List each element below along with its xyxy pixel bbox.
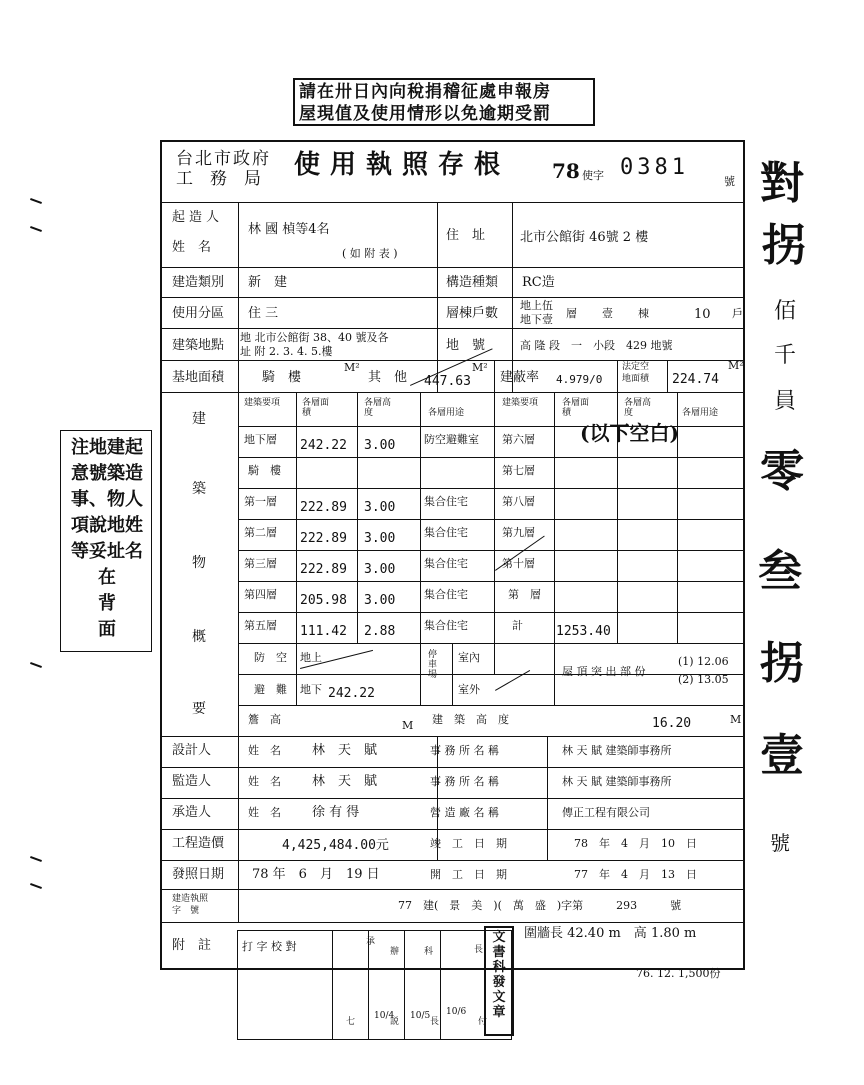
stub-col: 承	[366, 937, 376, 947]
col-header-item: 建築要項	[502, 398, 539, 408]
roof-2: (2) 13.05	[678, 673, 729, 686]
roof-label: 屋 頂 突 出 部 份	[562, 665, 646, 678]
height-label: 建 築 高 度	[432, 713, 509, 726]
building-word: 棟	[638, 307, 649, 320]
stub-mark: 説	[390, 1017, 400, 1027]
approval-stub	[237, 930, 512, 1040]
shelter-label-1: 防 空	[254, 651, 287, 664]
margin-glyph: 對	[760, 158, 804, 209]
parking-indoor: 室內	[458, 651, 480, 664]
structure-value: RC造	[522, 275, 555, 290]
legal-label-2: 地面積	[622, 374, 650, 384]
floor-area: 111.42	[300, 624, 347, 639]
designer-name-label: 姓 名	[248, 744, 281, 757]
floor-word: 層	[566, 307, 577, 320]
floor-height: 2.88	[364, 624, 396, 639]
col-header-area: 各層面積	[302, 398, 330, 418]
zoning-label: 使用分區	[172, 306, 225, 321]
floor-use: 集合住宅	[424, 526, 468, 539]
supervisor-name-label: 姓 名	[248, 775, 281, 788]
side-label: 築	[192, 481, 206, 497]
floor-label: 第十層	[502, 557, 535, 570]
stub-col: 科	[424, 947, 434, 957]
floor-area: 222.89	[300, 562, 347, 577]
margin-glyph: 壹	[760, 730, 804, 781]
permit-year: 78	[552, 159, 580, 183]
owner-name: 林 國 楨等4名	[248, 222, 330, 237]
unit-word: 戶	[732, 307, 743, 320]
unit-m2: M²	[728, 359, 744, 372]
seal-text: 文 書 科 發 文 章	[492, 930, 506, 1020]
floor-label: 第八層	[502, 495, 535, 508]
zoning-value: 住 三	[248, 306, 279, 321]
coverage-value: 4.979/0	[556, 373, 603, 386]
floor-label: 第三層	[244, 557, 277, 570]
floor-label: 第九層	[502, 526, 535, 539]
usage-permit-form	[160, 140, 745, 970]
coverage-label: 建蔽率	[500, 370, 540, 385]
unit-m: M	[402, 719, 414, 732]
supervisor-office: 林 天 賦 建築師事務所	[562, 775, 672, 788]
stub-mark: 10/5	[410, 1011, 431, 1021]
floor-label: 第四層	[244, 588, 277, 601]
issue-value: 78 年 6 月 19 日	[252, 867, 380, 882]
blank-note: (以下空白)	[580, 421, 679, 445]
side-note-line: 面	[98, 619, 116, 640]
stub-mark: 10/6	[446, 1007, 467, 1017]
roof-1: (1) 12.06	[678, 655, 729, 668]
lot-label: 地 號	[446, 338, 486, 353]
remarks-value: 圍牆長 42.40 m 高 1.80 m	[524, 926, 697, 941]
underground: 地下	[300, 683, 322, 696]
unit-count: 10	[694, 307, 711, 322]
col-header-height: 各層高度	[624, 398, 652, 418]
floor-label: 第七層	[502, 464, 535, 477]
floor-height: 3.00	[364, 531, 396, 546]
margin-small: 員	[774, 389, 797, 414]
floor-height: 3.00	[364, 438, 396, 453]
location-line-2: 址 附 2. 3. 4. 5.樓	[240, 345, 333, 358]
side-note-line: 等妥址名	[71, 541, 143, 562]
owner-attached: ( 如 附 表 )	[342, 247, 398, 260]
floor-use: 集合住宅	[424, 495, 468, 508]
site-area-label: 基地面積	[172, 370, 225, 385]
building-type-value: 新 建	[248, 275, 288, 290]
issue-label: 發照日期	[172, 867, 225, 882]
supervisor-name: 林 天 賦	[312, 774, 378, 789]
address-label: 住 址	[446, 228, 486, 243]
lot-value: 高 隆 段 一 小段 429 地號	[520, 339, 673, 352]
floor-label: 第二層	[244, 526, 277, 539]
building-count: 壹	[602, 307, 613, 320]
floor-area: 242.22	[300, 438, 347, 453]
remarks-label: 附 註	[172, 938, 212, 953]
stub-mark: 付	[478, 1017, 488, 1027]
other-label: 其 他	[368, 370, 408, 385]
unit-m: M	[730, 713, 742, 726]
designer-office: 林 天 賦 建築師事務所	[562, 744, 672, 757]
total-area: 1253.40	[556, 624, 611, 639]
above-ground: 地上	[300, 651, 322, 664]
cost-value: 4,425,484.00元	[282, 838, 389, 853]
floor-height: 3.00	[364, 593, 396, 608]
side-label: 物	[192, 555, 206, 571]
complete-label: 竣 工 日 期	[430, 837, 507, 850]
supervisor-label: 監造人	[172, 774, 212, 789]
permit-number: 0381	[620, 155, 689, 180]
margin-glyph: 零	[760, 446, 804, 497]
floor-area: 222.89	[300, 500, 347, 515]
location-label: 建築地點	[172, 338, 225, 353]
legal-label-1: 法定空	[622, 362, 650, 372]
permit-label-1: 建造執照	[172, 894, 209, 904]
floor-label: 第六層	[502, 433, 535, 446]
notice-line-2: 屋現值及使用情形以免逾期受罰	[299, 104, 551, 124]
stub-col: 辦	[390, 947, 400, 957]
building-type-label: 建造類別	[172, 275, 225, 290]
margin-glyph: 拐	[760, 638, 804, 689]
form-title: 使用執照存根	[294, 150, 511, 180]
shelter-label-2: 避 難	[254, 683, 287, 696]
stub-mark: 10/4	[374, 1011, 395, 1021]
side-note-line: 項說地姓	[71, 515, 143, 536]
permit-word: 使字	[582, 169, 604, 182]
side-note-line: 背	[98, 593, 116, 614]
unit-m2: M²	[472, 361, 488, 374]
owner-label-1: 起造人	[172, 210, 224, 225]
floors-above: 地上伍	[520, 299, 553, 312]
tax-notice-stamp	[293, 78, 595, 126]
typing-check: 打 字 校 對	[242, 940, 297, 953]
designer-name: 林 天 賦	[312, 743, 378, 758]
floor-area: 205.98	[300, 593, 347, 608]
floor-label: 第五層	[244, 619, 277, 632]
floor-use: 集合住宅	[424, 619, 468, 632]
stub-mark: 七	[346, 1017, 356, 1027]
start-label: 開 工 日 期	[430, 868, 507, 881]
side-note-line: 注地建起	[71, 437, 143, 458]
col-header-use: 各層用途	[428, 408, 465, 418]
floor-height: 3.00	[364, 562, 396, 577]
contractor-label: 承造人	[172, 805, 212, 820]
other-value: 447.63	[424, 374, 471, 389]
print-info: 76. 12. 1,500份	[636, 967, 721, 980]
side-label: 建	[192, 411, 206, 427]
agency-line-2: 工 務 局	[176, 169, 261, 189]
contractor-firm-label: 營 造 廠 名 稱	[430, 806, 499, 819]
structure-label: 構造種類	[446, 275, 499, 290]
margin-glyph: 叁	[758, 546, 802, 597]
designer-office-label: 事 務 所 名 稱	[430, 744, 499, 757]
contractor-firm: 傳正工程有限公司	[562, 806, 650, 819]
floor-use: 防空避難室	[424, 433, 479, 446]
parking-outdoor: 室外	[458, 683, 480, 696]
stub-mark: 長	[430, 1017, 440, 1027]
height-value: 16.20	[652, 716, 692, 731]
col-header-height: 各層高度	[364, 398, 392, 418]
floor-area: 222.89	[300, 531, 347, 546]
supervisor-office-label: 事 務 所 名 稱	[430, 775, 499, 788]
owner-address: 北市公館街 46號 2 樓	[520, 230, 649, 245]
side-label: 概	[192, 629, 206, 645]
margin-glyph: 拐	[762, 220, 806, 271]
margin-small: 號	[770, 831, 790, 855]
margin-small: 佰	[774, 299, 797, 324]
document-seal	[484, 926, 514, 1036]
floor-label: 地下層	[244, 433, 277, 446]
parking-label: 停車場	[428, 650, 438, 680]
underground-value: 242.22	[328, 686, 375, 701]
cost-label: 工程造價	[172, 836, 225, 851]
number-suffix: 號	[724, 175, 735, 188]
eaves-label: 簷 高	[248, 713, 281, 726]
col-header-item: 建築要項	[244, 398, 281, 408]
floor-use: 集合住宅	[424, 588, 468, 601]
side-label: 要	[192, 701, 206, 717]
location-line-1: 地 北市公館街 38、40 號及各	[240, 331, 389, 344]
legal-value: 224.74	[672, 372, 719, 387]
agency-line-1: 台北市政府	[176, 149, 271, 169]
unit-m2: M²	[344, 361, 360, 374]
contractor-name: 徐 有 得	[312, 805, 360, 820]
col-header-use: 各層用途	[682, 408, 719, 418]
side-note-box	[60, 430, 152, 652]
side-note-line: 事、物人	[71, 489, 143, 510]
side-note-line: 意號築造	[71, 463, 143, 484]
side-note-line: 在	[98, 567, 116, 588]
floor-height: 3.00	[364, 500, 396, 515]
floor-label: 第 層	[508, 588, 541, 601]
floors-label: 層棟戶數	[446, 306, 499, 321]
floor-label: 第一層	[244, 495, 277, 508]
col-header-area: 各層面積	[562, 398, 590, 418]
complete-value: 78 年 4 月 10 日	[574, 837, 697, 850]
floor-label: 騎 樓	[248, 464, 281, 477]
floors-below: 地下壹	[520, 313, 553, 326]
permit-label-2: 字 號	[172, 906, 200, 916]
arcade-label: 騎 樓	[262, 370, 302, 385]
designer-label: 設計人	[172, 743, 212, 758]
notice-line-1: 請在卅日內向稅捐稽征處申報房	[299, 82, 551, 102]
margin-small: 千	[774, 343, 797, 368]
stub-col: 長	[474, 945, 484, 955]
floor-label: 計	[512, 619, 523, 632]
contractor-name-label: 姓 名	[248, 806, 281, 819]
owner-label-2: 姓 名	[172, 240, 212, 255]
start-value: 77 年 4 月 13 日	[574, 868, 697, 881]
floor-use: 集合住宅	[424, 557, 468, 570]
permit-value: 77 建( 景 美 )( 萬 盛 )字第 293 號	[398, 899, 682, 912]
